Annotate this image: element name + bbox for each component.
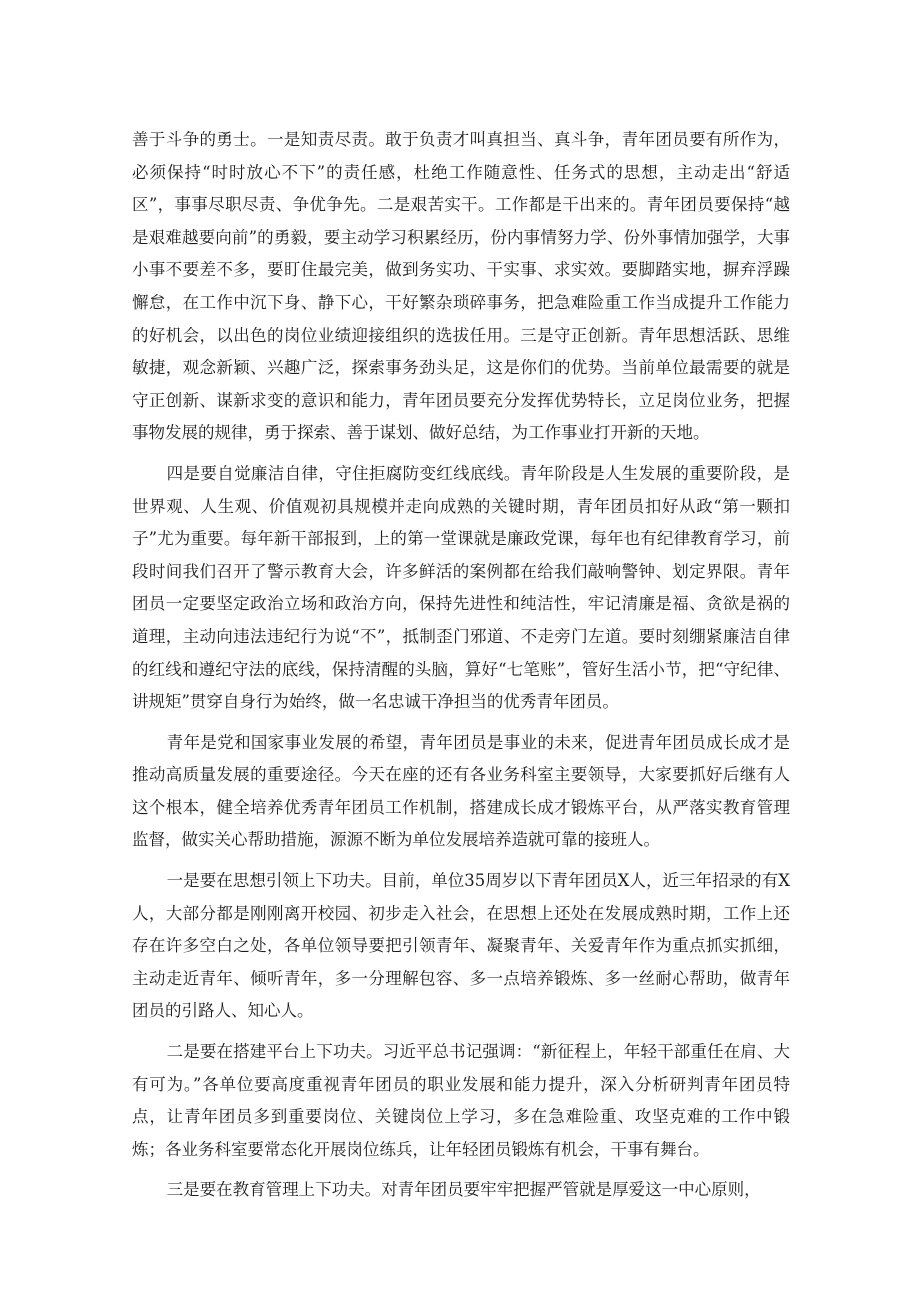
paragraph-education-management: 三是要在教育管理上下功夫。对青年团员要牢牢把握严管就是厚爱这一中心原则， <box>166 1180 761 1200</box>
paragraph-integrity: 四是要自觉廉洁自律，守住拒腐防变红线底线。青年阶段是人生发展的重要阶段，是世界观、人生观、价值观初具规模并走向成熟的关键时期，青年团员扣好从政“第一颗扣子”尤为重要。每年新干部报到，上的第一堂课就是廉政党课，每年也有纪律教育学习，前段时间我们召开了警示教育大会，许多鲜活的案例都在给我们敲响警钟、划定界限。青年团员一定要坚定政治立场和政治方向，保持先进性和纯洁性，牢记清廉是福、贪欲是祸的道理，主动向违法违纪行为说“不”，抵制歪门邪道、不走旁门左道。要时刻绷紧廉洁自律的红线和遵纪守法的底线，保持清醒的头脑，算好“七笔账”，管好生活小节，把“守纪律、讲规矩”贯穿自身行为始终，做一名忠诚干净担当的优秀青年团员。 <box>132 463 790 712</box>
paragraph-build-platform: 二是要在搭建平台上下功夫。习近平总书记强调：“新征程上，年轻干部重任在肩、大有可为。”各单位要高度重视青年团员的职业发展和能力提升，深入分析研判青年团员特点，让青年团员多到重要岗位、关键岗位上学习，多在急难险重、攻坚克难的工作中锻炼；各业务科室要常态化开展岗位练兵，让年轻团员锻炼有机会，干事有舞台。 <box>132 1042 790 1159</box>
paragraph-youth-hope: 青年是党和国家事业发展的希望，青年团员是事业的未来，促进青年团员成长成才是推动高质量发展的重要途径。今天在座的还有各业务科室主要领导，大家要抓好后继有人这个根本，健全培养优秀青年团员工作机制，搭建成长成才锻炼平台，从严落实教育管理监督，做实关心帮助措施，源源不断为单位发展培养造就可靠的接班人。 <box>132 732 790 850</box>
paragraph-ideological-guidance: 一是要在思想引领上下功夫。目前，单位35周岁以下青年团员X人，近三年招录的有X人，大部分都是刚刚离开校园、初步走入社会，在思想上还处在发展成熟时期，工作上还存在许多空白之处，各单位领导要把引领青年、凝聚青年、关爱青年作为重点抓实抓细，主动走近青年、倾听青年，多一分理解包容、多一点培养锻炼、多一丝耐心帮助，做青年团员的引路人、知心人。 <box>132 871 790 1021</box>
document-body <box>132 124 790 1215</box>
paragraph-continuation: 善于斗争的勇士。一是知责尽责。敢于负责才叫真担当、真斗争，青年团员要有所作为，必须保持“时时放心不下”的责任感，杜绝工作随意性、任务式的思想，主动走出“舒适区”，事事尽职尽责、争优争先。二是艰苦实干。工作都是干出来的。青年团员要保持“越是艰难越要向前”的勇毅，要主动学习积累经历，份内事情努力学、份外事情加强学，大事小事不要差不多，要盯住最完美，做到务实功、干实事、求实效。要脚踏实地，摒弃浮躁懈怠，在工作中沉下身、静下心，干好繁杂琐碎事务，把急难险重工作当成提升工作能力的好机会，以出色的岗位业绩迎接组织的选拔任用。三是守正创新。青年思想活跃、思维敏捷，观念新颖、兴趣广泛，探索事务劲头足，这是你们的优势。当前单位最需要的就是守正创新、谋新求变的意识和能力，青年团员要充分发挥优势特长，立足岗位业务，把握事物发展的规律，勇于探索、善于谋划、做好总结，为工作事业打开新的天地。 <box>132 130 790 443</box>
